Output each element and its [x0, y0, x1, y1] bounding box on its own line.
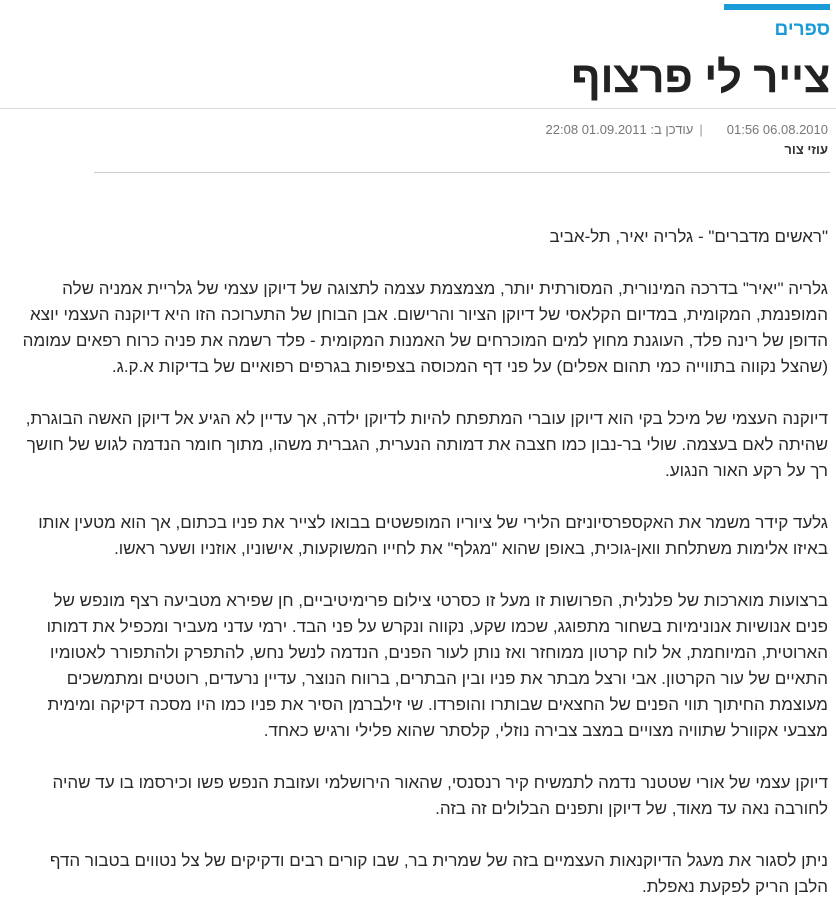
meta-separator: |	[699, 122, 703, 137]
article-paragraph: "ראשים מדברים" - גלריה יאיר, תל-אביב	[549, 227, 828, 246]
article-body	[18, 224, 828, 900]
published-date: 06.08.2010 01:56	[726, 122, 828, 137]
section-accent-bar	[724, 4, 830, 10]
article-paragraph: גלריה "יאיר" בדרכה המינורית, המסורתית יותר, מצמצמת עצמה לתצוגה של דיוקן עצמי של גלריית אמניה שלה המופנמת, המקומית, במדיום הקלאסי של דיוקן הציור והרישום. אבן הבוחן של התערוכה הזו היא דיוקנה העצמי יוצא הדופן של רינה פלד, העוגנת מחוץ למים המוכרחים של האמנות המקומית - פלד רשמה את פניה כרוח רפאים עמומה (שהצל נקווה בתווייה כמי תהום אפלים) על פני דף המכוסה בצפיפות בגרפים רפואיים של בדיקות א.ק.ג.	[22, 279, 828, 376]
article-dateline	[546, 122, 828, 138]
updated-date: 01.09.2011 22:08	[545, 122, 647, 137]
article-title: צייר לי פרצוף	[571, 53, 830, 102]
updated-label: עודכן ב:	[650, 122, 694, 137]
article-paragraph: ניתן לסגור את מעגל הדיוקנאות העצמיים בזה של שמרית בר, שבו קורים רבים ודקיקים של צל נטווים בטבור הדף הלבן הריק לפקעת נאפלת.	[49, 851, 828, 896]
section-link[interactable]: ספרים	[774, 19, 830, 40]
article-paragraph: ברצועות מוארכות של פלנלית, הפרושות זו מעל זו כסרטי צילום פרימיטיביים, חן שפירא מטביעה רצף מונפש של פנים אנושיות אנונימיות בשחור מתפוגג, שכמו שקע, נקווה ונקרש על פני הבד. ירמי עדני מעביר ומכפיל את דמותו הארוטית, המיוחמת, אל לוח קרטון ממוחזר ואז נותן לעור הפנים, הנדמה לנשל נחש, להתפרק ולהתפורר לאטומיו התאיים של עור הקרטון. אבי ורצל מבתר את פניו ובין הבתרים, ברווח הנוצר, עדיין נרעדים, רוטטים ומתמשכים מעוצמת החיתוך תווי הפנים של החצאים שבותרו והופרדו. שי זילברמן הסיר את פניו כמו היו מסכה דקיקה ומימית מצבעי אקוורל שתוויה מצויים במצב צבירה נוזלי, קלסתר שהוא פלילי ורגיש כאחד.	[46, 591, 828, 740]
article-paragraph: דיוקנה העצמי של מיכל בקי הוא דיוקן עוברי המתפתח להיות לדיוקן ילדה, אך עדיין לא הגיע אל דיוקן האשה הבוגרת, שהיתה לאם בעצמה. שולי בר-נבון כמו חצבה את דמותה הנערית, הגברית משהו, מתוך חומר הנדמה לגוש של חושך רך על רקע האור הנגוע.	[25, 409, 828, 480]
title-divider	[0, 108, 836, 109]
article-paragraph: דיוקן עצמי של אורי שטטנר נדמה לתמשיח קיר רנסנסי, שהאור הירושלמי ועזובת הנפש פשו וכירסמו בו עד שהיה לחורבה נאה עד מאוד, של דיוקן ותפנים הבלולים זה בזה.	[52, 773, 828, 818]
author-link[interactable]: עוזי צור	[784, 142, 828, 157]
article-paragraph: גלעד קידר משמר את האקספרסיוניזם הלירי של ציוריו המופשטים בבואו לצייר את פניו בכתום, אך הוא מטעין אותו באיזו אלימות משתלחת וואן-גוכית, באופן שהוא "מגלף" את לחייו המשוקעות, אישוניו, אוזניו ושער ראשו.	[38, 513, 828, 558]
meta-divider	[94, 172, 830, 173]
